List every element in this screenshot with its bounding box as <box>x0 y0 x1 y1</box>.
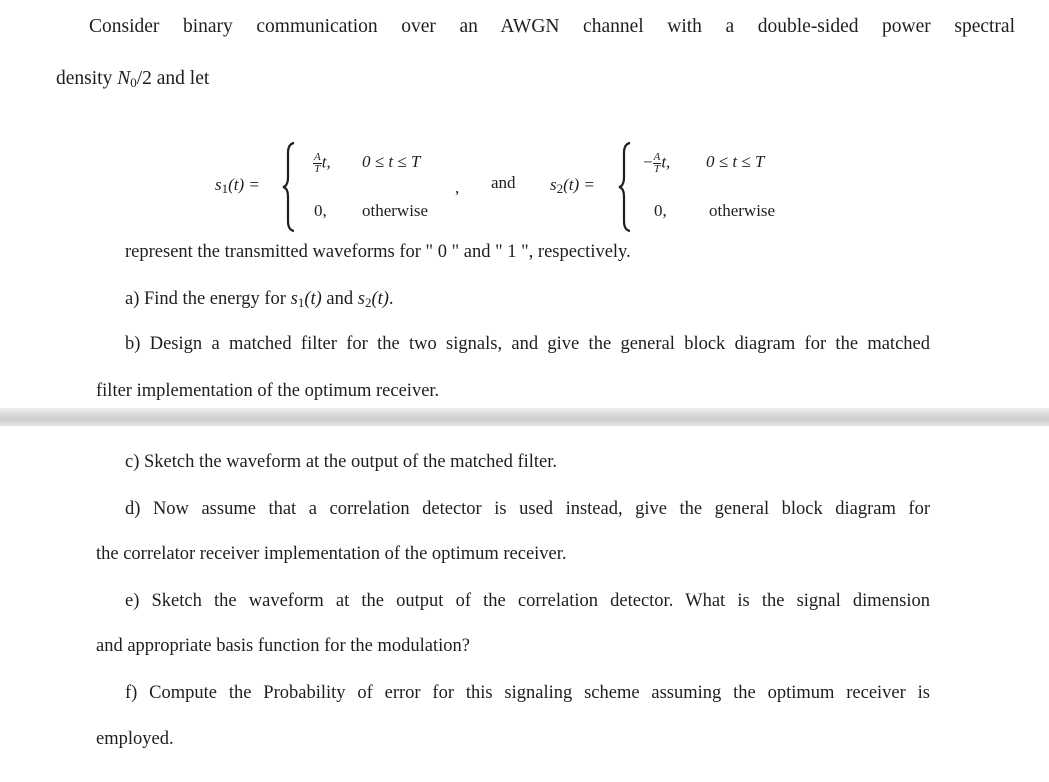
intro-line-1: Consider binary communication over an AWGN channel with a double-sided power spectral <box>89 16 1015 37</box>
s1-case-1-condition: 0 ≤ t ≤ T <box>362 152 421 171</box>
s1-fraction: $\frac{A}{T}$ <box>314 151 321 175</box>
s2-fraction: $\frac{A}{T}$ <box>653 151 661 175</box>
represent-line: represent the transmitted waveforms for " 0 " and " 1 ", respectively. <box>125 242 631 262</box>
equation-and-word: and <box>491 173 516 192</box>
s2-case-1-condition: 0 ≤ t ≤ T <box>706 152 765 171</box>
part-b-line-1: b) Design a matched filter for the two signals, and give the general block diagram for the matched <box>125 334 930 354</box>
page-break-divider <box>0 408 1049 426</box>
s1-case-2-value: 0, <box>314 201 327 220</box>
part-d-line-1: d) Now assume that a correlation detector is used instead, give the general block diagram for <box>125 499 930 519</box>
s2-case-2-value: 0, <box>654 201 667 220</box>
s1-case-2-condition: otherwise <box>362 201 429 220</box>
part-d-line-2: the correlator receiver implementation of the optimum receiver. <box>96 544 567 564</box>
s2-label: $s_2(t)$ = <box>550 175 595 196</box>
part-b-line-2: filter implementation of the optimum receiver. <box>96 381 440 401</box>
s1-label: $s_1(t)$ = <box>215 175 260 196</box>
part-e-line-2: and appropriate basis function for the modulation? <box>96 636 471 656</box>
part-f-line-1: f) Compute the Probability of error for this signaling scheme assuming the optimum receiver is <box>125 683 930 703</box>
part-a: a) Find the energy for $s_1(t)$ and $s_2(t)$. <box>125 289 394 310</box>
s1-case-1-value: $\frac{A}{T}$ t, <box>314 151 331 175</box>
s2-left-brace <box>617 141 633 233</box>
equation-comma: , <box>455 178 460 197</box>
s1-left-brace <box>281 141 297 233</box>
intro-line-2: density $N_0/2$ and let <box>56 68 210 90</box>
s2-case-1-value: − $\frac{A}{T}$ t, <box>643 151 671 175</box>
part-c: c) Sketch the waveform at the output of the matched filter. <box>125 452 558 472</box>
part-e-line-1: e) Sketch the waveform at the output of the correlation detector. What is the signal dimension <box>125 591 930 611</box>
s2-case-2-condition: otherwise <box>709 201 776 220</box>
part-f-line-2: employed. <box>96 729 174 749</box>
